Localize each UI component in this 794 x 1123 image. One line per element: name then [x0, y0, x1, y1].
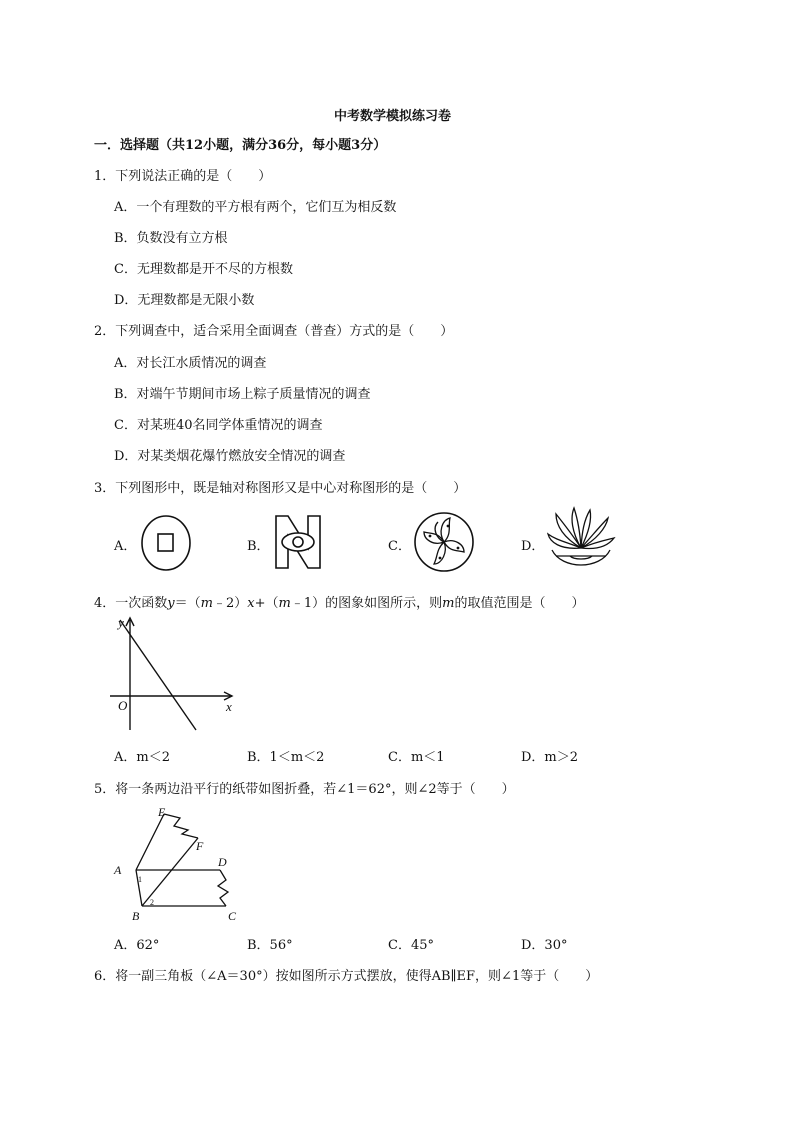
- question-1-option-b: B．负数没有立方根: [114, 231, 228, 246]
- angle-1-label: 1: [138, 875, 142, 884]
- point-e-label: E: [158, 805, 166, 819]
- q4-stem-part: ﹣1）的图象如图所示，则: [290, 596, 443, 611]
- q4-stem-part: +（: [254, 596, 279, 611]
- figure-c-bauhinia-flower: [412, 510, 476, 574]
- q4-var-m: m: [200, 596, 213, 611]
- question-5-option-d: D．30°: [521, 938, 568, 953]
- angle-2-label: 2: [150, 898, 154, 907]
- axis-label-y: y: [118, 615, 124, 630]
- question-3-label-d: D．: [521, 539, 545, 554]
- function-line: [120, 620, 196, 730]
- question-2-option-d: D．对某类烟花爆竹燃放安全情况的调查: [114, 449, 346, 464]
- figure-folded-strip: [108, 804, 248, 924]
- question-1-option-a: A．一个有理数的平方根有两个，它们互为相反数: [114, 200, 397, 215]
- page-title: 中考数学模拟练习卷: [334, 109, 452, 124]
- point-c-label: C: [228, 909, 237, 923]
- point-a-label: A: [114, 863, 122, 877]
- question-2-option-c: C．对某班40名同学体重情况的调查: [114, 418, 323, 433]
- q4-stem-part: 的取值范围是（ ）: [454, 596, 585, 611]
- question-5-option-a: A．62°: [114, 938, 160, 953]
- question-4-option-c: C．m＜1: [388, 750, 445, 765]
- point-d-label: D: [218, 855, 227, 869]
- point-b-label: B: [132, 909, 140, 923]
- q4-var-y: y: [167, 596, 175, 611]
- question-1-option-c: C．无理数都是开不尽的方根数: [114, 262, 293, 277]
- q4-var-m: m: [442, 596, 455, 611]
- question-5-option-b: B．56°: [247, 938, 293, 953]
- figure-b-letter-n-eye: [274, 514, 322, 570]
- question-5-option-c: C．45°: [388, 938, 434, 953]
- question-2-stem: 2．下列调查中，适合采用全面调查（普查）方式的是（ ）: [94, 324, 454, 339]
- question-3-stem: 3．下列图形中，既是轴对称图形又是中心对称图形的是（ ）: [94, 481, 467, 496]
- origin-label: O: [118, 698, 128, 713]
- question-3-label-b: B．: [247, 539, 270, 554]
- question-2-option-b: B．对端午节期间市场上粽子质量情况的调查: [114, 387, 371, 402]
- q4-stem-part: 4．一次函数: [94, 596, 168, 611]
- question-3-label-c: C．: [388, 539, 411, 554]
- q4-var-x: x: [247, 596, 255, 611]
- question-4-option-a: A．m＜2: [114, 750, 170, 765]
- point-f-label: F: [196, 839, 204, 853]
- question-3-label-a: A．: [114, 539, 137, 554]
- question-6-stem: 6．将一副三角板（∠A＝30°）按如图所示方式摆放，使得AB∥EF，则∠1等于（ ）: [94, 969, 599, 984]
- figure-linear-function-graph: [100, 612, 245, 737]
- figure-a-circle-square: [140, 514, 192, 572]
- axis-label-x: x: [226, 699, 232, 714]
- question-2-option-a: A．对长江水质情况的调查: [114, 356, 267, 371]
- question-4-option-d: D．m＞2: [521, 750, 579, 765]
- section-heading: 一．选择题（共12小题，满分36分，每小题3分）: [94, 138, 387, 153]
- question-1-stem: 1．下列说法正确的是（ ）: [94, 169, 272, 184]
- q4-var-m: m: [278, 596, 291, 611]
- figure-d-fan-shell: [546, 506, 616, 576]
- question-4-stem: [94, 592, 584, 611]
- q4-stem-part: ﹣2）: [212, 596, 248, 611]
- question-5-stem: 5．将一条两边沿平行的纸带如图折叠，若∠1＝62°，则∠2等于（ ）: [94, 782, 515, 797]
- q4-stem-part: ＝（: [174, 596, 201, 611]
- question-1-option-d: D．无理数都是无限小数: [114, 293, 255, 308]
- question-4-option-b: B．1＜m＜2: [247, 750, 325, 765]
